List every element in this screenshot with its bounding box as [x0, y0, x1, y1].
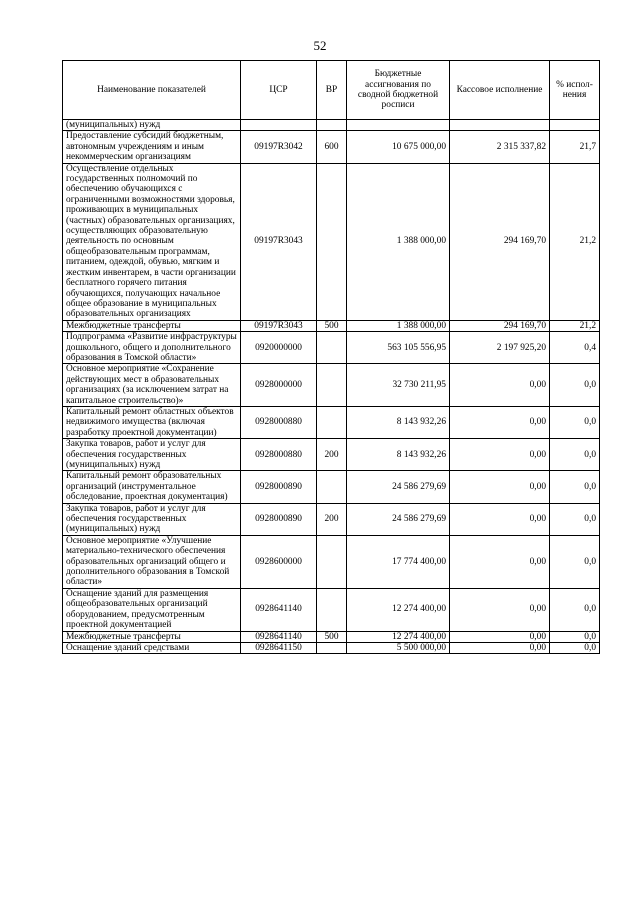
table-row	[63, 131, 600, 163]
cell-budget: 12 274 400,00	[347, 631, 450, 642]
cell-percent: 0,0	[550, 642, 600, 653]
cell-csr: 09197R3043	[241, 320, 317, 331]
cell-percent: 21,7	[550, 131, 600, 163]
cell-cash: 0,00	[450, 471, 550, 503]
header-cash: Кассовое исполнение	[450, 61, 550, 120]
cell-name: Капитальный ремонт областных объектов недвижимого имущества (включая разработку проектной документации)	[63, 406, 241, 438]
cell-cash: 294 169,70	[450, 320, 550, 331]
cell-csr: 09197R3043	[241, 163, 317, 320]
cell-budget: 32 730 211,95	[347, 364, 450, 407]
cell-budget: 10 675 000,00	[347, 131, 450, 163]
cell-budget: 1 388 000,00	[347, 163, 450, 320]
table-row	[63, 631, 600, 642]
budget-execution-table	[62, 60, 600, 654]
cell-percent: 0,0	[550, 503, 600, 535]
table-row	[63, 320, 600, 331]
cell-vr: 200	[317, 503, 347, 535]
cell-budget: 8 143 932,26	[347, 406, 450, 438]
table-row	[63, 471, 600, 503]
table-header-row	[63, 61, 600, 120]
header-vr: ВР	[317, 61, 347, 120]
cell-csr: 0928000880	[241, 406, 317, 438]
cell-vr	[317, 364, 347, 407]
header-budget: Бюджетные ассигнования по сводной бюджетной росписи	[347, 61, 450, 120]
cell-budget	[347, 120, 450, 131]
cell-csr: 0928000890	[241, 471, 317, 503]
cell-vr: 600	[317, 131, 347, 163]
cell-csr: 0928000000	[241, 364, 317, 407]
cell-cash: 0,00	[450, 588, 550, 631]
cell-csr	[241, 120, 317, 131]
cell-cash: 0,00	[450, 439, 550, 471]
cell-percent: 0,0	[550, 631, 600, 642]
table-row	[63, 406, 600, 438]
cell-percent: 0,0	[550, 364, 600, 407]
cell-cash: 0,00	[450, 503, 550, 535]
cell-name: Предоставление субсидий бюджетным, автономным учреждениям и иным некоммерческим организациям	[63, 131, 241, 163]
cell-cash: 294 169,70	[450, 163, 550, 320]
cell-cash: 0,00	[450, 535, 550, 588]
cell-budget: 24 586 279,69	[347, 471, 450, 503]
header-name: Наименование показателей	[63, 61, 241, 120]
cell-name: Межбюджетные трансферты	[63, 631, 241, 642]
cell-name: (муниципальных) нужд	[63, 120, 241, 131]
cell-percent: 0,0	[550, 406, 600, 438]
cell-percent: 0,0	[550, 588, 600, 631]
cell-csr: 0928000890	[241, 503, 317, 535]
cell-percent: 21,2	[550, 163, 600, 320]
cell-vr	[317, 406, 347, 438]
cell-cash: 2 197 925,20	[450, 332, 550, 364]
cell-vr	[317, 588, 347, 631]
cell-budget: 563 105 556,95	[347, 332, 450, 364]
cell-name: Оснащение зданий для размещения общеобразовательных организаций оборудованием, предусмотренным проектной документацией	[63, 588, 241, 631]
table-row	[63, 642, 600, 653]
cell-vr	[317, 642, 347, 653]
cell-budget: 1 388 000,00	[347, 320, 450, 331]
cell-name: Оснащение зданий средствами	[63, 642, 241, 653]
cell-csr: 0928641140	[241, 588, 317, 631]
cell-cash: 0,00	[450, 364, 550, 407]
table-row	[63, 364, 600, 407]
cell-name: Основное мероприятие «Улучшение материально-технического обеспечения образовательных организаций общего и дополнительного образования в Томской области»	[63, 535, 241, 588]
cell-csr: 0928600000	[241, 535, 317, 588]
cell-name: Основное мероприятие «Сохранение действующих мест в образовательных организациях (за исключением затрат на капитальное строительство)»	[63, 364, 241, 407]
table-row	[63, 535, 600, 588]
cell-csr: 0928641140	[241, 631, 317, 642]
cell-csr: 0928000880	[241, 439, 317, 471]
cell-cash: 0,00	[450, 642, 550, 653]
table-row	[63, 588, 600, 631]
cell-budget: 5 500 000,00	[347, 642, 450, 653]
header-percent: % испол-нения	[550, 61, 600, 120]
cell-cash: 0,00	[450, 406, 550, 438]
cell-vr	[317, 535, 347, 588]
table-row	[63, 332, 600, 364]
cell-vr: 200	[317, 439, 347, 471]
cell-percent: 0,0	[550, 471, 600, 503]
page-number: 52	[313, 38, 327, 53]
cell-percent: 0,4	[550, 332, 600, 364]
table-row	[63, 163, 600, 320]
cell-budget: 24 586 279,69	[347, 503, 450, 535]
cell-name: Закупка товаров, работ и услуг для обеспечения государственных (муниципальных) нужд	[63, 439, 241, 471]
table-row	[63, 120, 600, 131]
cell-vr	[317, 163, 347, 320]
cell-percent: 21,2	[550, 320, 600, 331]
cell-name: Подпрограмма «Развитие инфраструктуры дошкольного, общего и дополнительного образования в Томской области»	[63, 332, 241, 364]
cell-budget: 17 774 400,00	[347, 535, 450, 588]
cell-vr	[317, 332, 347, 364]
cell-csr: 0920000000	[241, 332, 317, 364]
cell-csr: 0928641150	[241, 642, 317, 653]
cell-csr: 09197R3042	[241, 131, 317, 163]
cell-vr: 500	[317, 320, 347, 331]
cell-budget: 8 143 932,26	[347, 439, 450, 471]
table-body	[63, 120, 600, 654]
cell-name: Капитальный ремонт образовательных организаций (инструментальное обследование, проектная документация)	[63, 471, 241, 503]
cell-name: Закупка товаров, работ и услуг для обеспечения государственных (муниципальных) нужд	[63, 503, 241, 535]
cell-vr: 500	[317, 631, 347, 642]
cell-name: Осуществление отдельных государственных полномочий по обеспечению обучающихся с ограниченными возможностями здоровья, проживающих в муниципальных (частных) образовательных организациях, осуществляющих образовательную деятельность по основным общеобразовательным программам, питанием, одеждой, обувью, мягким и жестким инвентарем, в части организации бесплатного горячего питания обучающихся, получающих начальное общее образование в муниципальных образовательных организациях	[63, 163, 241, 320]
cell-name: Межбюджетные трансферты	[63, 320, 241, 331]
cell-vr	[317, 471, 347, 503]
cell-percent: 0,0	[550, 535, 600, 588]
cell-percent	[550, 120, 600, 131]
cell-vr	[317, 120, 347, 131]
cell-cash: 0,00	[450, 631, 550, 642]
cell-percent: 0,0	[550, 439, 600, 471]
cell-budget: 12 274 400,00	[347, 588, 450, 631]
cell-cash: 2 315 337,82	[450, 131, 550, 163]
table-row	[63, 503, 600, 535]
cell-cash	[450, 120, 550, 131]
header-csr: ЦСР	[241, 61, 317, 120]
table-row	[63, 439, 600, 471]
